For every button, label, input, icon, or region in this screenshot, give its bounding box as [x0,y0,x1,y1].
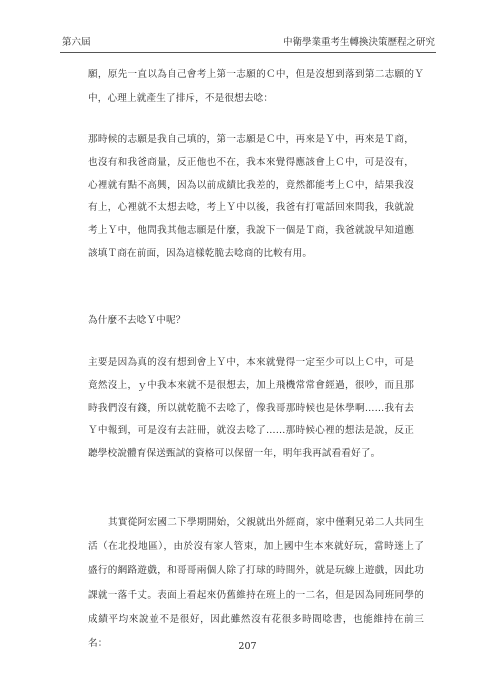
interview-question: 為什麼不去唸Ｙ中呢？ [88,315,186,326]
header-divider [60,52,436,53]
paragraph-narrative: 其實從阿宏國二下學期開始，父親就出外經商，家中僅剩兄弟二人共同生活（在北投地區），由於沒有家人管束，加上國中生本來就好玩，當時迷上了盛行的網路遊戲，和哥哥兩個人除了打球的時間外，就是玩線上遊戲，因此功課就一落千丈。表面上看起來仍舊維持在班上的一二名，但是因為同班同學的成績平均來說並不是很好，因此雖然沒有花很多時間唸書，也能維持在前三名： [88,517,424,650]
header-title: 中衛學業重考生轉換決策歷程之研究 [282,37,435,48]
interview-quote-1: 那時候的志願是我自己填的，第一志願是Ｃ中，再來是Ｙ中，再來是Ｔ商，也沒有和我爸商量，反正他也不在，我本來覺得應該會上Ｃ中，可是沒有，心裡就有點不高興，因為以前成績比我差的，竟然都能考上Ｃ中，結果我沒有上，心裡就不太想去唸，考上Ｙ中以後，我爸有打電話回來問我，我就說考上Ｙ中，他問我其他志願是什麼，我說下一個是Ｔ商，我爸就說早知道應該填Ｔ商在前面，因為這樣乾脆去唸商的比較有用。 [88,134,414,259]
interview-quote-2: 主要是因為真的沒有想到會上Ｙ中，本來就覺得一定至少可以上Ｃ中，可是竟然沒上，ｙ中我本來就不是很想去，加上飛機常常會經過，很吵，而且那時我們沒有錢，所以就乾脆不去唸了，像我哥那時候也是休學啊……我有去Ｙ中報到，可是沒有去註冊，就沒去唸了……那時候心裡的想法是說，反正聽學校說體育保送甄試的資格可以保留一年，明年我再試看看好了。 [88,357,414,460]
page-number: 207 [238,641,257,652]
header-chapter: 第六屆 [62,37,91,48]
paragraph-intro: 願，原先一直以為自己會考上第一志願的Ｃ中，但是沒想到落到第二志願的Ｙ中，心理上就產生了排斥，不是很想去唸： [88,69,424,105]
